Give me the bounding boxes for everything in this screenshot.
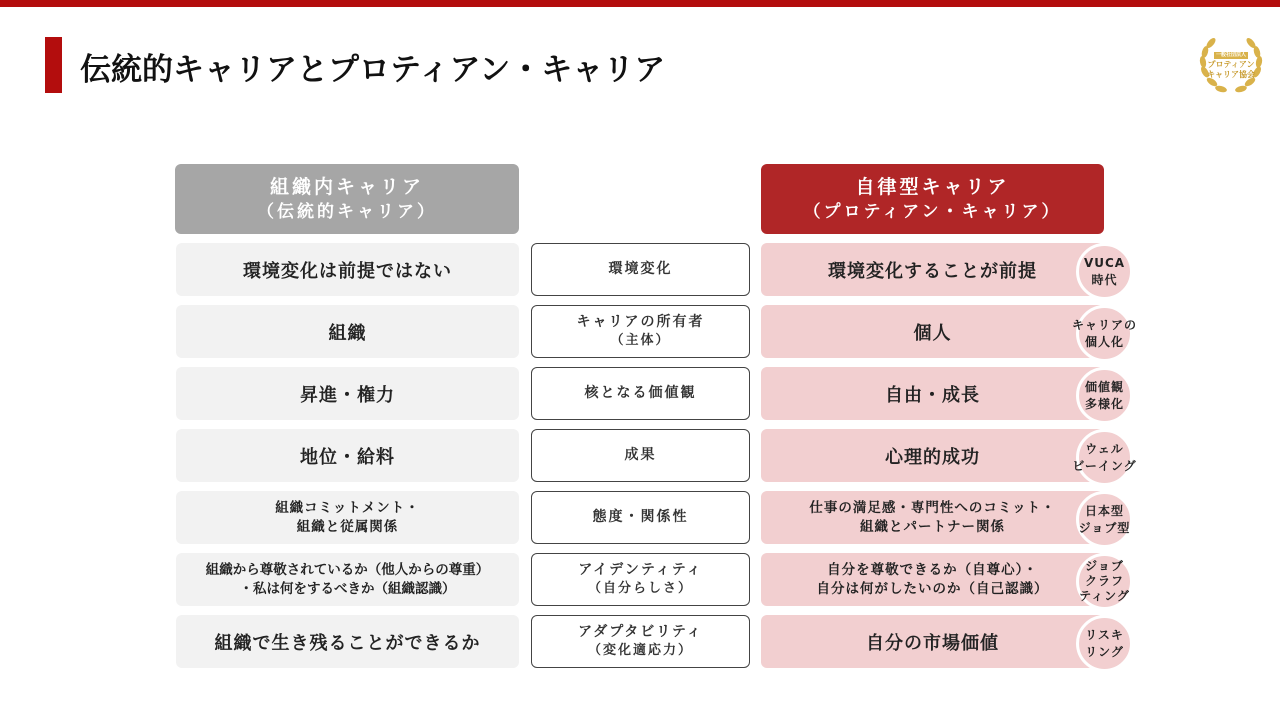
badge-line: ビーイング	[1072, 458, 1137, 473]
badge-line: ジョブ	[1085, 559, 1124, 573]
header-right-title: 自律型キャリア	[855, 176, 1010, 198]
protean-text: 組織とパートナー関係	[860, 518, 1005, 535]
traditional-text: 組織コミットメント・	[275, 499, 420, 516]
badge-line: 個人化	[1084, 334, 1124, 349]
traditional-text: 組織	[328, 322, 367, 344]
comparison-row	[0, 429, 1280, 482]
badge-line: ティング	[1079, 589, 1130, 603]
criterion-cell	[531, 615, 750, 668]
traditional-cell	[176, 243, 519, 296]
criterion-text: 核となる価値観	[584, 385, 697, 401]
comparison-row	[0, 615, 1280, 668]
traditional-cell	[176, 429, 519, 482]
traditional-text: 組織で生き残ることができるか	[214, 632, 481, 654]
top-accent-bar	[0, 0, 1280, 7]
badge-line: ウェル	[1085, 441, 1124, 456]
criterion-text: アイデンティティ	[578, 562, 703, 578]
criterion-text: キャリアの所有者	[576, 314, 705, 330]
association-seal-logo	[1196, 32, 1266, 98]
traditional-cell	[176, 491, 519, 544]
traditional-text: 組織と従属関係	[296, 518, 399, 535]
criterion-text: 態度・関係性	[592, 509, 689, 525]
protean-text: 自分を尊敬できるか（自尊心）・	[827, 561, 1038, 578]
traditional-text: ・私は何をするべきか（組織認識）	[239, 580, 456, 597]
header-right-subtitle: （プロティアン・キャリア）	[803, 202, 1062, 222]
badge-line: リスキ	[1085, 627, 1124, 642]
protean-text: 仕事の満足感・専門性へのコミット・	[809, 499, 1056, 516]
criterion-text: 環境変化	[608, 261, 673, 277]
comparison-row	[0, 491, 1280, 544]
trend-badge	[1076, 367, 1133, 424]
comparison-row	[0, 305, 1280, 358]
badge-line: キャリアの	[1072, 317, 1138, 332]
header-left-title: 組織内キャリア	[269, 176, 424, 198]
seal-line2: プロティアン	[1207, 60, 1255, 69]
trend-badge	[1076, 491, 1133, 548]
protean-cell	[761, 429, 1104, 482]
criterion-cell	[531, 367, 750, 420]
criterion-text: アダプタビリティ	[578, 624, 703, 640]
criterion-cell	[531, 243, 750, 296]
trend-badge	[1072, 305, 1138, 362]
traditional-cell	[176, 553, 519, 606]
traditional-text: 組織から尊敬されているか（他人からの尊重）	[205, 561, 490, 578]
badge-line: リング	[1085, 644, 1124, 659]
badge-line: VUCA	[1083, 255, 1126, 270]
protean-cell	[761, 367, 1104, 420]
badge-line: 多様化	[1084, 396, 1124, 411]
protean-cell	[761, 243, 1104, 296]
traditional-cell	[176, 615, 519, 668]
protean-text: 自由・成長	[885, 384, 980, 406]
traditional-text: 地位・給料	[300, 446, 395, 468]
protean-cell	[761, 491, 1104, 544]
protean-cell	[761, 305, 1104, 358]
protean-text: 自分は何がしたいのか（自己認識）	[816, 580, 1049, 597]
traditional-cell	[176, 305, 519, 358]
badge-line: 価値観	[1084, 379, 1124, 394]
traditional-text: 昇進・権力	[300, 384, 395, 406]
trend-badge	[1076, 615, 1133, 672]
comparison-row	[0, 367, 1280, 420]
protean-text: 個人	[913, 322, 952, 344]
badge-line: 日本型	[1084, 503, 1124, 518]
badge-line: ジョブ型	[1078, 520, 1131, 535]
protean-text: 環境変化することが前提	[828, 260, 1037, 282]
protean-cell	[761, 615, 1104, 668]
header-traditional-career	[175, 164, 519, 234]
criterion-subtext: （変化適応力）	[587, 643, 693, 658]
criterion-cell	[531, 429, 750, 482]
protean-text: 自分の市場価値	[866, 632, 999, 654]
page-title: 伝統的キャリアとプロティアン・キャリア	[80, 52, 666, 88]
protean-text: 心理的成功	[885, 446, 980, 468]
title-accent-bar	[45, 37, 62, 93]
seal-line3: キャリア協会	[1207, 70, 1255, 79]
criterion-cell	[531, 491, 750, 544]
traditional-text: 環境変化は前提ではない	[243, 260, 452, 282]
badge-line: クラフ	[1084, 574, 1124, 588]
badge-line: 時代	[1091, 272, 1118, 287]
trend-badge	[1076, 243, 1133, 300]
comparison-row	[0, 243, 1280, 296]
criterion-subtext: （自分らしさ）	[587, 581, 693, 596]
header-left-subtitle: （伝統的キャリア）	[257, 202, 437, 222]
trend-badge	[1076, 553, 1133, 610]
header-protean-career	[761, 164, 1104, 234]
criterion-text: 成果	[624, 447, 657, 463]
criterion-cell	[531, 553, 750, 606]
protean-cell	[761, 553, 1104, 606]
criterion-subtext: （主体）	[610, 333, 671, 348]
trend-badge	[1072, 429, 1137, 486]
criterion-cell	[531, 305, 750, 358]
seal-line1: 一般社団法人	[1215, 52, 1246, 58]
traditional-cell	[176, 367, 519, 420]
comparison-row	[0, 553, 1280, 606]
